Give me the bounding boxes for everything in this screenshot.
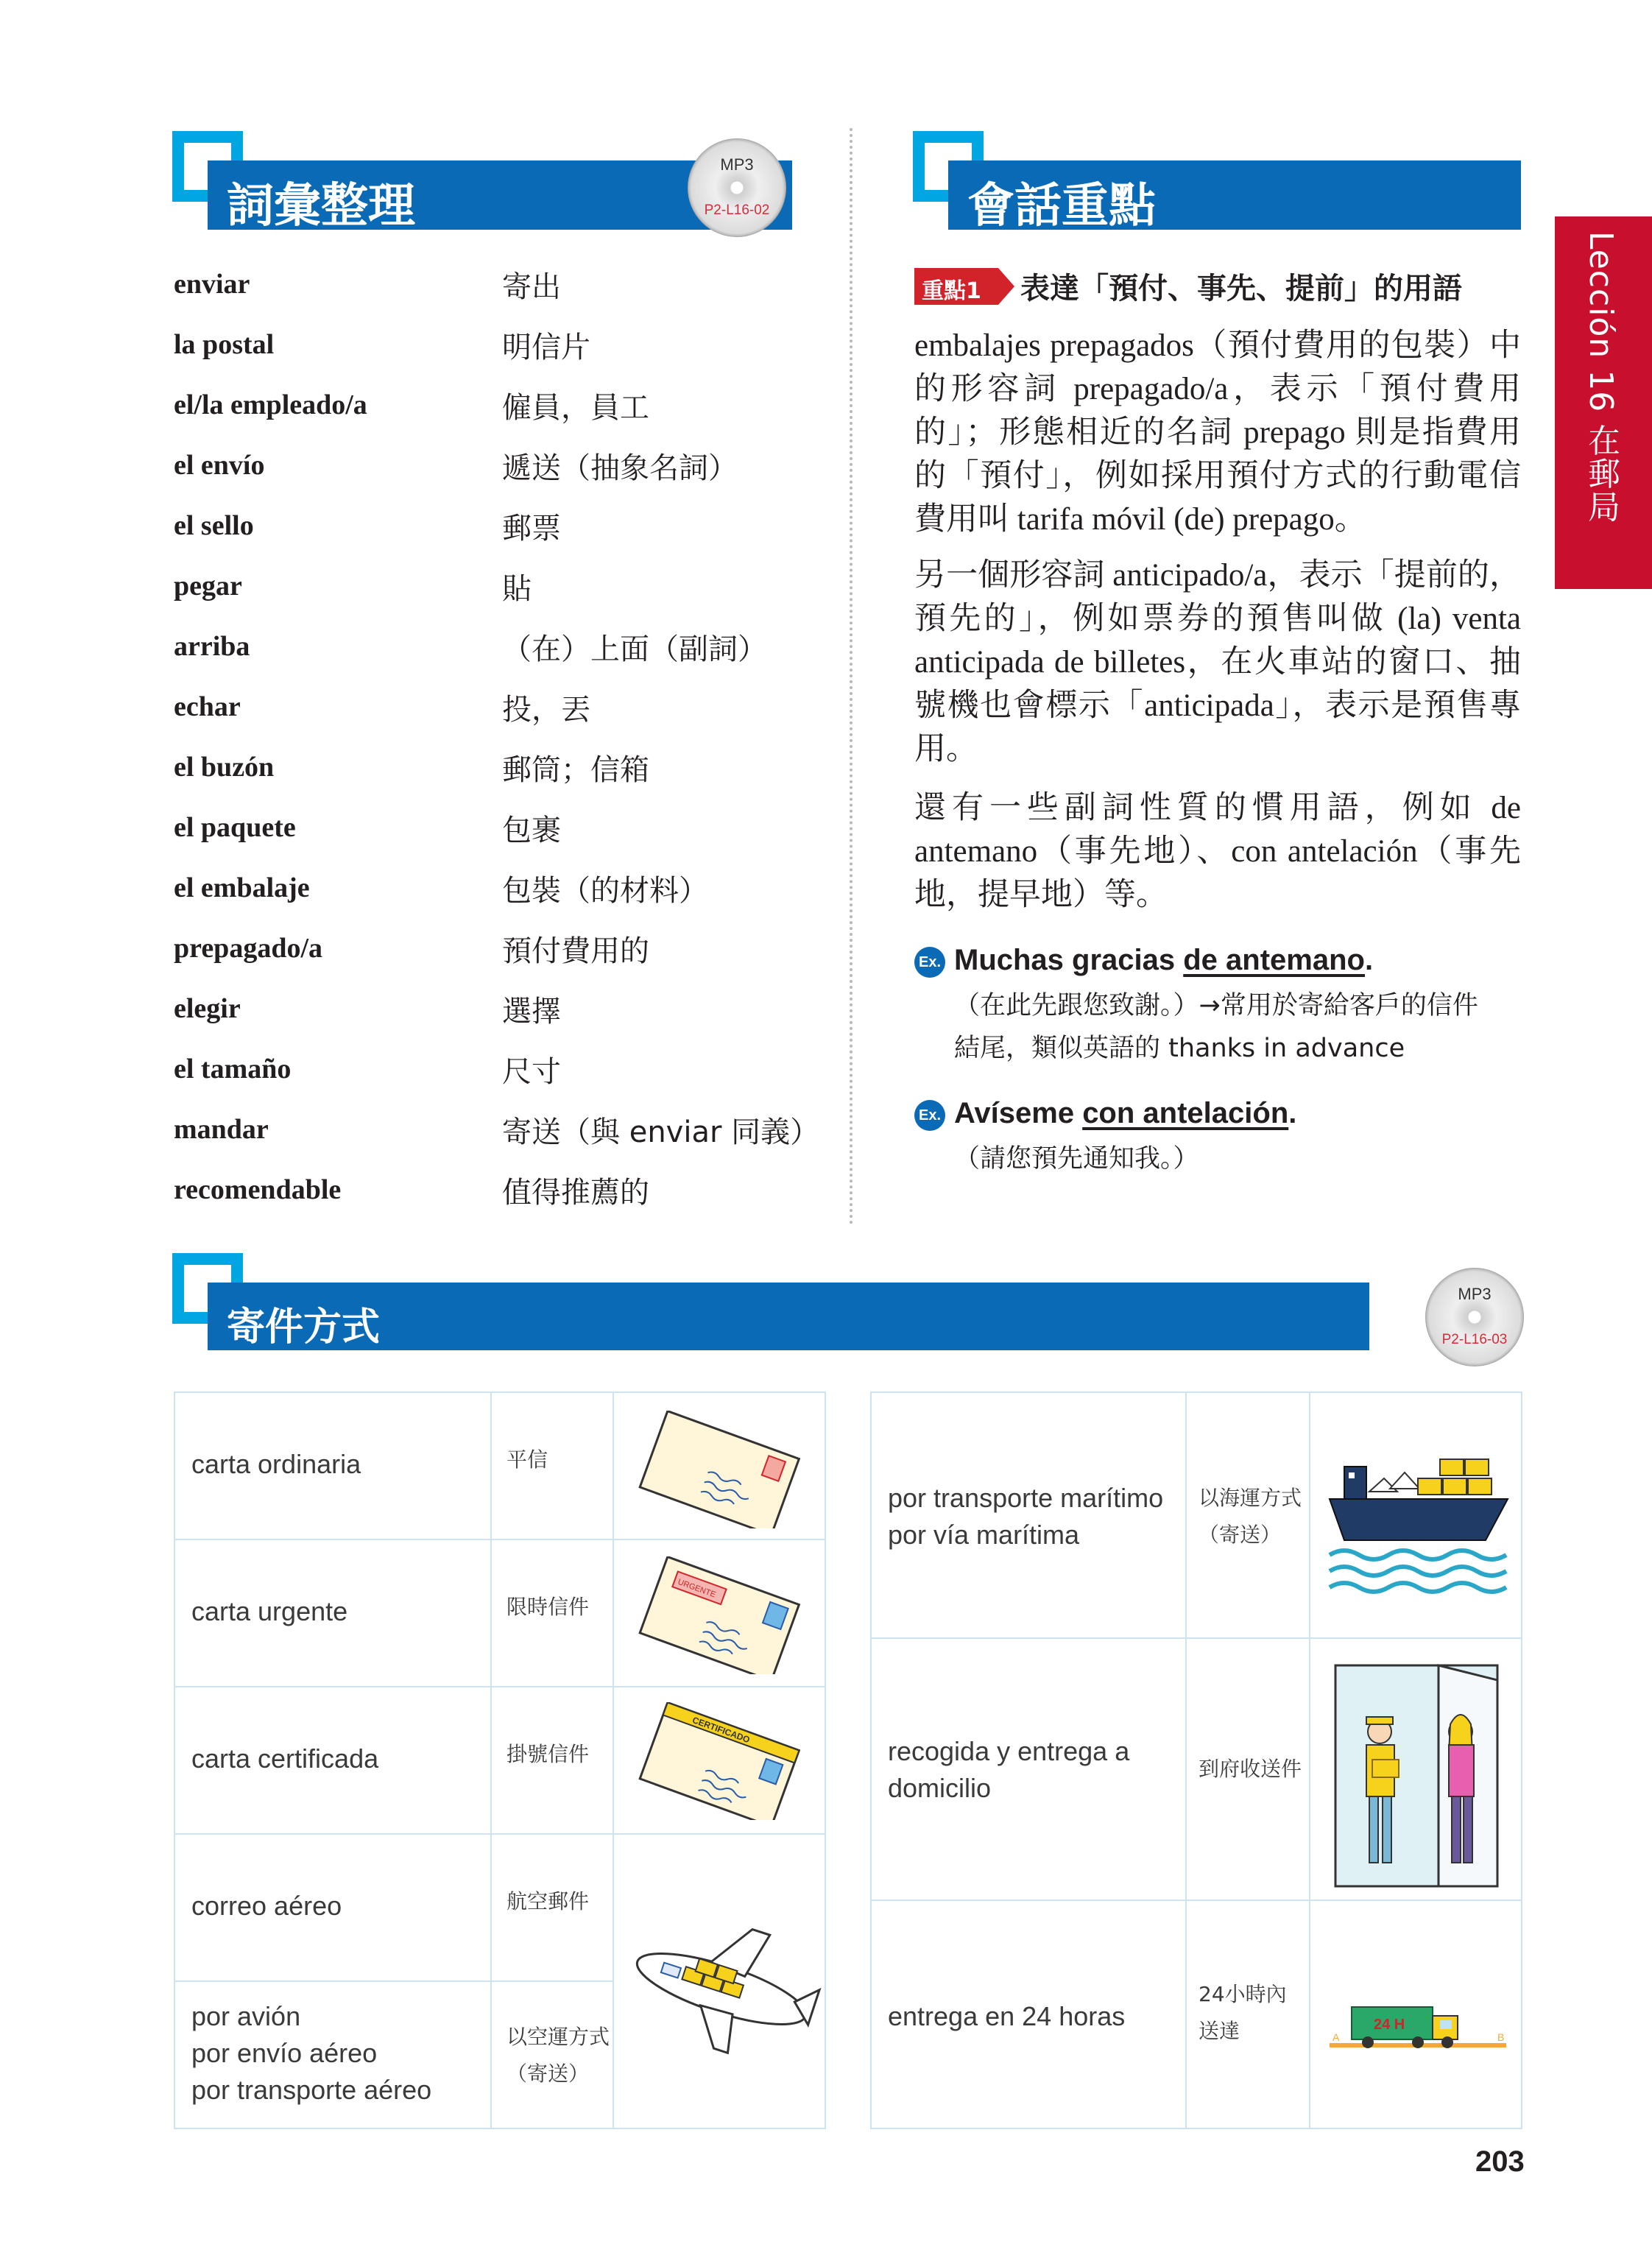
example-sentence: Muchas gracias de antemano.	[954, 944, 1374, 976]
vocab-row	[174, 449, 851, 493]
vocab-row	[174, 691, 851, 735]
svg-text:24 H: 24 H	[1374, 2017, 1405, 2033]
vocab-es: echar	[174, 691, 241, 722]
vocab-es: recomendable	[174, 1174, 342, 1205]
right-mail-table	[870, 1391, 1522, 2129]
method-zh: （寄送）	[506, 2061, 590, 2086]
vocab-row	[174, 751, 851, 795]
vocab-row	[174, 872, 851, 916]
mp3-label: MP3	[720, 155, 754, 174]
mp3-track: P2-L16-02	[704, 202, 770, 218]
method-zh: 到府收送件	[1199, 1757, 1302, 1781]
paragraph: 另一個形容詞 anticipado/a，表示「提前的，預先的」，例如票券的預售叫做 (la) venta anticipada de billetes，在火車站的窗口、抽號機也會標示「anticipada」，表示是預售專用。	[914, 558, 1521, 766]
door-delivery-icon	[1328, 1651, 1512, 1894]
lesson-side-tab	[1555, 216, 1652, 589]
vocab-row	[174, 932, 851, 976]
vocab-es: arriba	[174, 631, 250, 662]
svg-text:CERTIFICADO: CERTIFICADO	[691, 1715, 752, 1746]
method-zh: （寄送）	[1199, 1523, 1282, 1547]
method-es: recogida y entrega a	[888, 1736, 1130, 1766]
point-title: 表達「預付、事先、提前」的用語	[1020, 272, 1462, 306]
vocab-es: elegir	[174, 993, 241, 1024]
method-zh: 限時信件	[506, 1595, 590, 1619]
vocab-es: enviar	[174, 269, 250, 300]
vocab-zh: 包裹	[502, 814, 561, 847]
vocab-es: prepagado/a	[174, 933, 323, 964]
vocab-row	[174, 1053, 851, 1097]
method-zh: 送達	[1199, 2019, 1240, 2043]
vocab-zh: 尺寸	[502, 1055, 561, 1089]
delivery-truck-icon	[1322, 1989, 1514, 2063]
vocab-row	[174, 389, 851, 433]
vocab-zh: 貼	[502, 572, 532, 606]
vocab-es: el buzón	[174, 752, 275, 783]
vocab-row	[174, 630, 851, 674]
ex-badge-icon: Ex.	[914, 947, 945, 978]
vocab-zh: 預付費用的	[502, 934, 649, 968]
urgent-letter-icon	[636, 1556, 805, 1674]
vocab-row	[174, 1174, 851, 1218]
method-zh: 24小時內	[1199, 1982, 1287, 2006]
example-translation: 結尾，類似英語的 thanks in advance	[954, 1034, 1405, 1063]
vocab-row	[174, 1113, 851, 1157]
vocab-es: mandar	[174, 1114, 269, 1145]
conv-header-bar	[948, 161, 1521, 233]
method-es: por envío aéreo	[191, 2038, 378, 2068]
vocab-zh: 選擇	[502, 995, 561, 1029]
method-es: entrega en 24 horas	[888, 2001, 1126, 2031]
method-es: correo aéreo	[191, 1891, 342, 1921]
point-arrow-icon	[998, 268, 1014, 305]
example-translation: （請您預先通知我。）	[954, 1144, 1199, 1174]
vocab-row	[174, 992, 851, 1037]
method-es: carta certificada	[191, 1743, 379, 1774]
vocab-zh: 郵票	[502, 512, 561, 546]
method-es: por transporte aéreo	[191, 2075, 432, 2105]
vocab-row	[174, 811, 851, 856]
paragraph: embalajes prepagados（預付費用的包裝）中的形容詞 prepagado/a，表示「預付費用的」；形態相近的名詞 prepago 則是指費用的「預付」，例如採用預付方式的行動電信費用叫 tarifa móvil (de) prepago。	[914, 328, 1521, 537]
vocab-zh: 遞送（抽象名詞）	[502, 451, 738, 485]
example-sentence: Avíseme con antelación.	[954, 1097, 1297, 1129]
vocab-es: el/la empleado/a	[174, 389, 367, 420]
svg-text:A: A	[1332, 2031, 1340, 2043]
vocab-row	[174, 328, 851, 373]
mp3-disc-icon[interactable]	[1425, 1268, 1524, 1366]
cargo-ship-icon	[1322, 1437, 1514, 1599]
mail-header-bar	[208, 1283, 1369, 1350]
lesson-tab-label: Lección 16 在郵局	[1582, 231, 1620, 523]
method-zh: 航空郵件	[506, 1889, 590, 1913]
vocab-es: pegar	[174, 571, 242, 602]
vocab-row	[174, 509, 851, 554]
vocab-zh: 投，丟	[502, 693, 590, 727]
method-zh: 平信	[506, 1447, 548, 1472]
vocab-zh: 寄送（與 enviar 同義）	[502, 1115, 820, 1149]
left-mail-table	[174, 1391, 826, 2129]
mp3-disc-icon[interactable]	[688, 138, 786, 237]
airplane-icon	[624, 1908, 823, 2056]
vocab-zh: 郵筒；信箱	[502, 753, 649, 787]
ex-badge-icon: Ex.	[914, 1100, 945, 1131]
example-translation: （在此先跟您致謝。）→常用於寄給客戶的信件	[954, 991, 1478, 1020]
vocab-es: el embalaje	[174, 872, 310, 903]
svg-text:URGENTE: URGENTE	[677, 1577, 717, 1600]
point-badge	[914, 268, 998, 305]
mail-section-title: 寄件方式	[227, 1305, 381, 1350]
vocab-row	[174, 570, 851, 614]
vocab-es: el tamaño	[174, 1054, 292, 1084]
method-es: por vía marítima	[888, 1520, 1080, 1550]
registered-letter-icon	[636, 1702, 805, 1820]
vocab-zh: 寄出	[502, 270, 561, 304]
method-zh: 以空運方式	[506, 2025, 610, 2049]
vocab-zh: 值得推薦的	[502, 1176, 649, 1210]
vocab-es: el paquete	[174, 812, 296, 843]
method-zh: 掛號信件	[506, 1742, 590, 1766]
mp3-track: P2-L16-03	[1441, 1332, 1508, 1347]
mp3-label: MP3	[1458, 1285, 1492, 1303]
column-divider	[850, 128, 853, 1225]
svg-text:B: B	[1497, 2031, 1505, 2043]
vocab-zh: 僱員，員工	[502, 391, 649, 425]
point-badge-label: 重點1	[922, 278, 981, 304]
vocab-zh: （在）上面（副詞）	[502, 632, 767, 666]
vocab-es: el sello	[174, 510, 254, 541]
method-es: por avión	[191, 2001, 301, 2031]
vocab-es: la postal	[174, 329, 275, 360]
method-es: carta ordinaria	[191, 1449, 361, 1479]
method-es: carta urgente	[191, 1596, 348, 1626]
method-es: domicilio	[888, 1773, 992, 1803]
vocab-zh: 包裝（的材料）	[502, 874, 708, 908]
paragraph: 還有一些副詞性質的慣用語，例如 de antemano（事先地）、con antelación（事先地，提早地）等。	[914, 791, 1521, 912]
method-es: por transporte marítimo	[888, 1483, 1164, 1513]
conv-section-title: 會話重點	[967, 179, 1156, 233]
plain-letter-icon	[636, 1411, 805, 1528]
method-zh: 以海運方式	[1199, 1486, 1302, 1510]
page-number: 203	[1475, 2145, 1525, 2178]
vocab-section-title: 詞彙整理	[227, 179, 415, 233]
vocab-zh: 明信片	[502, 331, 590, 364]
vocab-es: el envío	[174, 450, 265, 481]
vocab-row	[174, 268, 851, 312]
